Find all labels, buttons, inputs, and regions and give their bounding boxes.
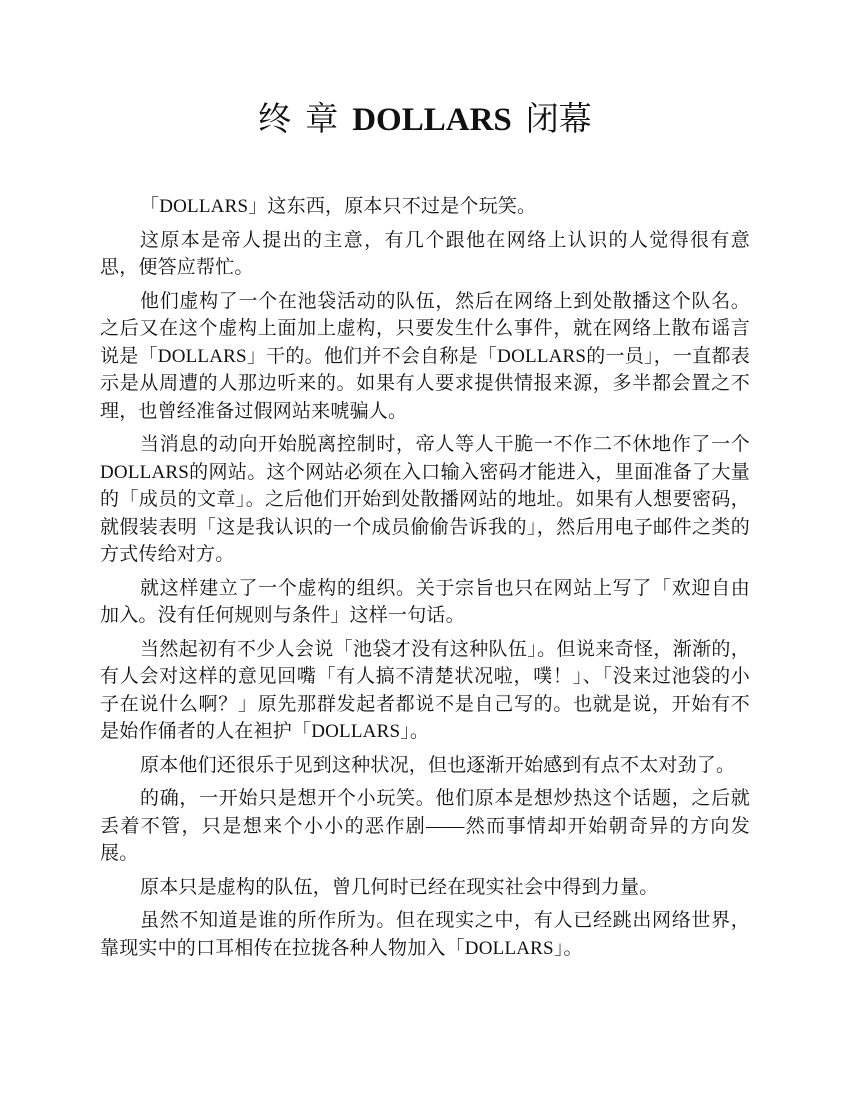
chapter-title <box>100 98 750 142</box>
paragraph: 原本只是虚构的队伍，曾几何时已经在现实社会中得到力量。 <box>140 876 659 898</box>
chapter-body <box>100 193 750 968</box>
paragraph: 这原本是帝人提出的主意，有几个跟他在网络上认识的人觉得很有意思，便答应帮忙。 <box>100 229 750 278</box>
paragraph: 就这样建立了一个虚构的组织。关于宗旨也只在网站上写了「欢迎自由加入。没有任何规则与条件」这样一句话。 <box>100 577 750 626</box>
paragraph: 的确，一开始只是想开个小玩笑。他们原本是想炒热这个话题，之后就丢着不管，只是想来个小小的恶作剧——然而事情却开始朝奇异的方向发展。 <box>100 788 750 864</box>
chapter-title-part4: 闭幕 <box>525 102 592 138</box>
paragraph: 他们虚构了一个在池袋活动的队伍，然后在网络上到处散播这个队名。之后又在这个虚构上面加上虚构，只要发生什么事件，就在网络上散布谣言说是「DOLLARS」干的。他们并不会自称是「DOLLARS的一员」，一直都表示是从周遭的人那边听来的。如果有人要求提供情报来源，多半都会置之不理，也曾经准备过假网站来唬骗人。 <box>100 290 750 422</box>
chapter-title-part2: 章 <box>305 102 339 138</box>
paragraph: 原本他们还很乐于见到这种状况，但也逐渐开始感到有点不太对劲了。 <box>140 754 736 776</box>
chapter-title-name: DOLLARS <box>352 102 512 138</box>
paragraph: 「DOLLARS」这东西，原本只不过是个玩笑。 <box>140 196 537 217</box>
paragraph: 当然起初有不少人会说「池袋才没有这种队伍」。但说来奇怪，渐渐的，有人会对这样的意见回嘴「有人搞不清楚状况啦，噗！」、「没来过池袋的小子在说什么啊？」原先那群发起者都说不是自己写的。也就是说，开始有不是始作俑者的人在袒护「DOLLARS」。 <box>100 638 750 742</box>
paragraph: 当消息的动向开始脱离控制时，帝人等人干脆一不作二不休地作了一个DOLLARS的网站。这个网站必须在入口输入密码才能进入，里面准备了大量的「成员的文章」。之后他们开始到处散播网站的地址。如果有人想要密码，就假装表明「这是我认识的一个成员偷偷告诉我的」，然后用电子邮件之类的方式传给对方。 <box>100 434 750 565</box>
paragraph: 虽然不知道是谁的所作所为。但在现实之中，有人已经跳出网络世界，靠现实中的口耳相传在拉拢各种人物加入「DOLLARS」。 <box>100 910 750 959</box>
chapter-title-part1: 终 <box>258 102 292 138</box>
